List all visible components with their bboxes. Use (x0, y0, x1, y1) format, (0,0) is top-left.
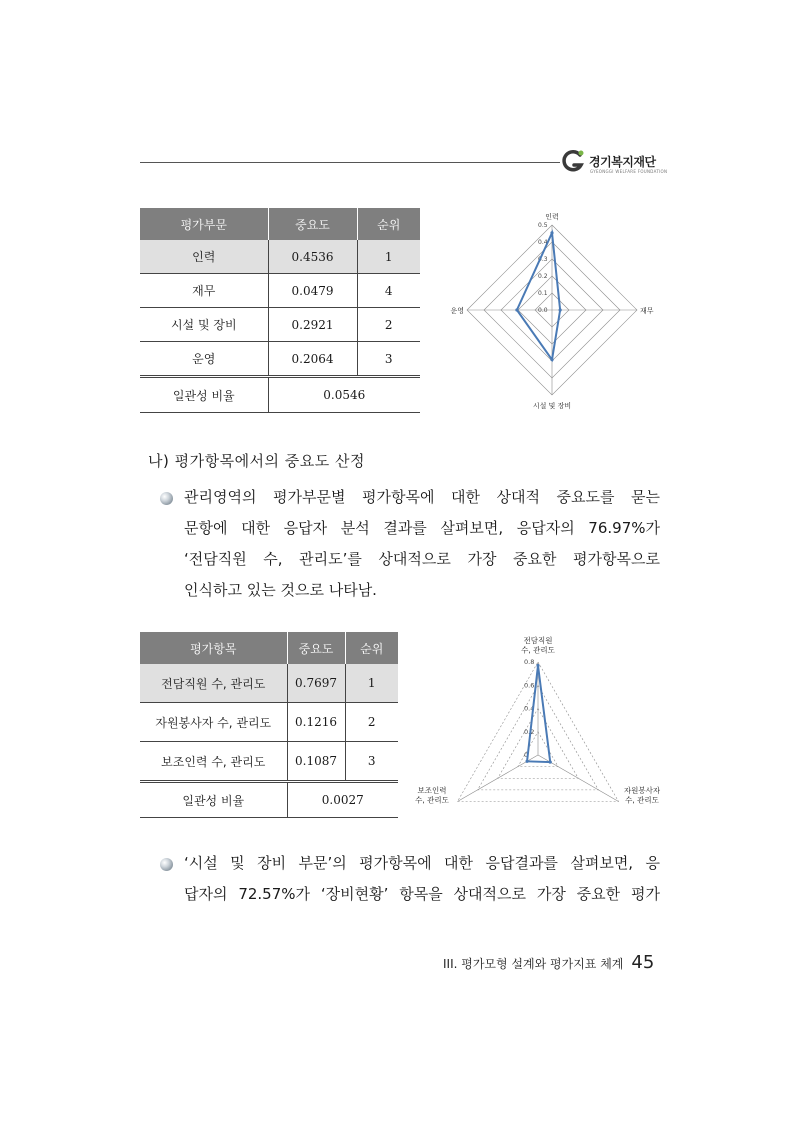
consistency-label: 일관성 비율 (140, 377, 268, 413)
row-label: 재무 (140, 274, 268, 308)
consistency-row (140, 782, 398, 818)
paragraph-2 (160, 848, 660, 910)
table-row (140, 342, 420, 377)
paragraph-line: ‘전담직원 수, 관리도’를 상대적으로 가장 중요한 평가항목으로 (184, 550, 660, 568)
consistency-label: 일관성 비율 (140, 782, 287, 818)
tick-label: 0.1 (538, 290, 548, 297)
page-number: 45 (631, 952, 655, 973)
data-point (549, 760, 552, 763)
axis-label: 인력 (545, 213, 559, 221)
data-point (559, 308, 562, 311)
row-rank: 1 (345, 664, 398, 703)
tick-label: 0.0 (538, 307, 548, 314)
row-rank: 1 (357, 240, 420, 274)
tick-label: 0.8 (524, 658, 535, 666)
table-item-importance (140, 632, 398, 818)
table-row (140, 703, 398, 742)
row-label: 시설 및 장비 (140, 308, 268, 342)
col-header-importance: 중요도 (268, 208, 357, 240)
tick-label: 0.4 (524, 704, 535, 713)
table-row (140, 664, 398, 703)
col-header-item: 평가항목 (140, 632, 287, 664)
chapter-title: III. 평가모형 설계와 평가지표 체계 (443, 957, 624, 971)
data-point (515, 308, 518, 311)
radar-chart-sector (440, 205, 680, 415)
row-label: 보조인력 수, 관리도 (140, 742, 287, 782)
tick-label: 0.4 (538, 239, 548, 246)
header-logo (560, 148, 668, 174)
row-label: 운영 (140, 342, 268, 377)
bullet-icon (160, 858, 173, 871)
consistency-value: 0.0027 (287, 782, 398, 818)
data-point (536, 664, 539, 667)
col-header-rank: 순위 (357, 208, 420, 240)
tick-label: 0.3 (538, 256, 548, 263)
col-header-sector: 평가부문 (140, 208, 268, 240)
paragraph-1 (160, 482, 660, 606)
tick-label: 0 (524, 751, 529, 759)
paragraph-line: 관리영역의 평가부문별 평가항목에 대한 상대적 중요도를 묻는 (184, 488, 660, 506)
page-footer (443, 952, 654, 973)
data-point (550, 358, 553, 361)
paragraph-line: 답자의 72.57%가 ‘장비현황’ 항목을 상대적으로 가장 중요한 평가 (184, 885, 660, 903)
row-importance: 0.0479 (268, 274, 357, 308)
axis-label: 보조인력 수, 관리도 (415, 786, 449, 805)
table-sector-importance (140, 208, 420, 413)
row-rank: 4 (357, 274, 420, 308)
table-row (140, 308, 420, 342)
row-label: 전담직원 수, 관리도 (140, 664, 287, 703)
row-rank: 2 (345, 703, 398, 742)
consistency-row (140, 377, 420, 413)
row-rank: 2 (357, 308, 420, 342)
row-label: 자원봉사자 수, 관리도 (140, 703, 287, 742)
col-header-rank: 순위 (345, 632, 398, 664)
section-heading: 나) 평가항목에서의 중요도 산정 (148, 452, 366, 470)
row-importance: 0.7697 (287, 664, 345, 703)
axis-label: 운영 (450, 307, 464, 315)
data-point (525, 760, 528, 763)
paragraph-line: 인식하고 있는 것으로 나타남. (184, 581, 377, 599)
row-importance: 0.2064 (268, 342, 357, 377)
data-series-line (527, 666, 550, 763)
paragraph-line: ‘시설 및 장비 부문’의 평가항목에 대한 응답결과를 살펴보면, 응 (184, 854, 660, 872)
table-header-row (140, 208, 420, 240)
row-importance: 0.4536 (268, 240, 357, 274)
table-row (140, 742, 398, 782)
paragraph-line: 문항에 대한 응답자 분석 결과를 살펴보면, 응답자의 76.97%가 (184, 519, 660, 537)
tick-label: 0.5 (538, 222, 548, 229)
row-importance: 0.2921 (268, 308, 357, 342)
data-point (550, 231, 553, 234)
col-header-importance: 중요도 (287, 632, 345, 664)
row-label: 인력 (140, 240, 268, 274)
axis-label: 시설 및 장비 (532, 402, 572, 410)
table-row (140, 274, 420, 308)
axis-label: 재무 (640, 307, 654, 315)
tick-label: 0.2 (524, 727, 535, 736)
table-header-row (140, 632, 398, 664)
tick-label: 0.2 (538, 273, 548, 280)
org-subtitle: GYEONGGI WELFARE FOUNDATION (590, 169, 668, 174)
consistency-value: 0.0546 (268, 377, 420, 413)
axis-label: 전담직원 수, 관리도 (521, 636, 555, 655)
header-rule (140, 162, 560, 163)
foundation-logo-icon (560, 148, 586, 174)
org-name: 경기복지재단 (589, 154, 656, 169)
table-row (140, 240, 420, 274)
row-rank: 3 (345, 742, 398, 782)
bullet-icon (160, 492, 173, 505)
tick-label: 0.6 (524, 681, 535, 690)
row-importance: 0.1216 (287, 703, 345, 742)
axis-label: 자원봉사자 수, 관리도 (623, 786, 661, 805)
row-rank: 3 (357, 342, 420, 377)
radar-chart-items (410, 625, 680, 820)
row-importance: 0.1087 (287, 742, 345, 782)
